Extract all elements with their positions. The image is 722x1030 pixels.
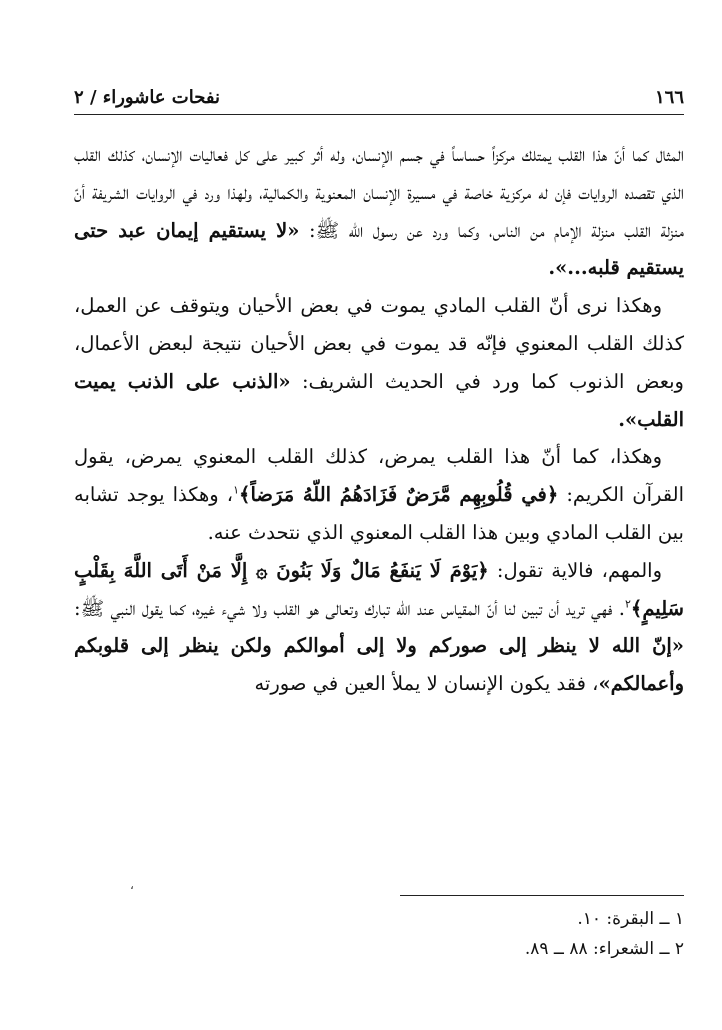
paragraph-text: المثال كما أنّ هذا القلب يمتلك مركزاً حساساً في جسم الإنسان، وله أثر كبير على كل فعاليات الإنسان، كذلك القلب الذي تقصده الروايات فإن له مركزية خاصة في مسيرة الإنسان المعنوية والكمالية، ولهذا ورد في الروايات الشريفة أنّ منزلة القلب منزلة الإمام من الناس، وكما ورد عن رسول الله ﷺ: — [74, 143, 684, 242]
running-title: نفحات عاشوراء / ٢ — [74, 86, 220, 108]
hadith-quote: «الذنب على الذنب يميت القلب». — [74, 369, 684, 431]
paragraph-1 — [74, 136, 684, 287]
footnote-ref[interactable]: ١ — [233, 483, 240, 497]
page-number: ١٦٦ — [654, 86, 684, 108]
hadith-quote: «لا يستقيم إيمان عبد حتى يستقيم قلبه...». — [74, 218, 684, 280]
quran-verse: ﴿في قُلُوبِهِم مَّرَضٌ فَزَادَهُمُ اللّهُ مَرَضاً﴾ — [239, 483, 559, 507]
quran-verse: ﴿يَوْمَ لَا يَنفَعُ مَالٌ وَلَا بَنُونَ ۞ إِلَّا مَنْ أَتَى اللَّهَ بِقَلْبٍ سَلِيمٍ﴾ — [74, 558, 684, 620]
footnote-1: ١ ــ البقرة: ١٠. — [577, 909, 684, 929]
header-divider — [74, 114, 684, 115]
page-header — [74, 82, 684, 112]
footnote-2: ٢ ــ الشعراء: ٨٨ ــ ٨٩. — [524, 939, 684, 959]
footnote-divider — [400, 895, 684, 896]
paragraph-2 — [74, 287, 684, 438]
paragraph-3 — [74, 438, 684, 551]
hadith-quote: «إنّ الله لا ينظر إلى صوركم ولا إلى أموالكم ولكن ينظر إلى قلوبكم وأعمالكم» — [74, 634, 684, 696]
main-text — [74, 136, 684, 703]
paragraph-text: ، فقد يكون الإنسان لا يملأ العين في صورته — [254, 672, 599, 696]
paragraph-text: وهكذا، كما أنّ هذا القلب يمرض، كذلك القلب المعنوي يمرض، يقول القرآن الكريم: — [74, 445, 685, 507]
paragraph-text: ، وهكذا يوجد تشابه بين القلب المادي وبين هذا القلب المعنوي الذي نتحدث عنه. — [74, 483, 684, 544]
footnotes — [74, 904, 684, 964]
paragraph-text: والمهم، فالاية تقول: — [496, 558, 662, 582]
paragraph-text: . فهي تريد أن تبين لنا أنّ المقياس عند الله تبارك وتعالى هو القلب ولا شيء غيره، كما يقول النبي ﷺ: — [74, 596, 625, 620]
stray-mark: ، — [130, 878, 134, 892]
paragraph-text: وهكذا نرى أنّ القلب المادي يموت في بعض الأحيان ويتوقف عن العمل، كذلك القلب المعنوي فإنّه قد يموت في بعض الأحيان نتيجة لبعض الأعمال، وبعض الذنوب كما ورد في الحديث الشريف: — [74, 294, 684, 393]
paragraph-4 — [74, 552, 684, 703]
footnote-ref[interactable]: ٢ — [624, 597, 631, 611]
